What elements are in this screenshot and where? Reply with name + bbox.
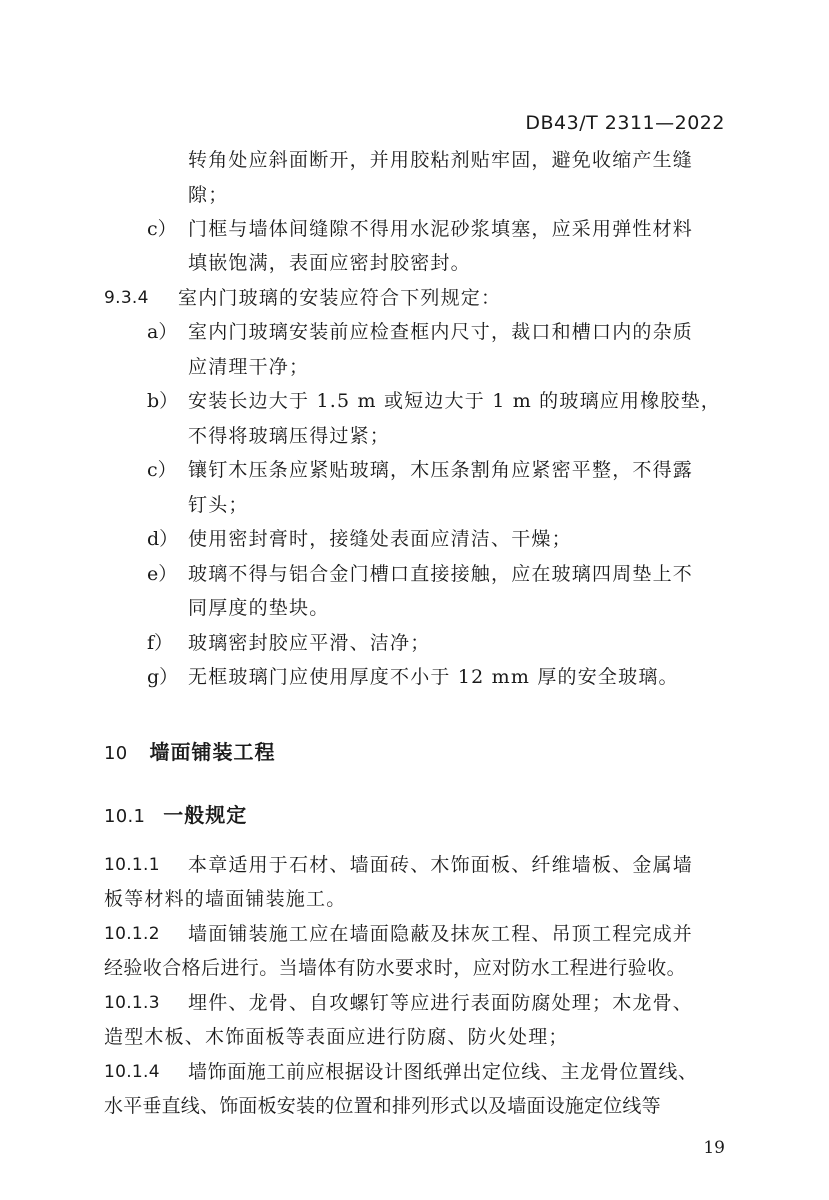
clause-number-9-3-4: 9.3.4 (104, 288, 149, 308)
item-e-line-2: 同厚度的垫块。 (188, 597, 330, 619)
chapter-heading (104, 742, 276, 763)
clause-10-1-2-line-1: 墙面铺装施工应在墙面隐蔽及抹灰工程、吊顶工程完成并 (188, 923, 694, 945)
item-a-line-1: 室内门玻璃安装前应检查框内尺寸，裁口和槽口内的杂质 (188, 321, 694, 343)
clause-number-10-1-4: 10.1.4 (104, 1062, 160, 1082)
clause-9-3-4-text: 室内门玻璃的安装应符合下列规定： (178, 287, 502, 309)
item-f-line-1: 玻璃密封胶应平滑、洁净； (188, 632, 431, 654)
clause-10-1-2-line-2: 经验收合格后进行。当墙体有防水要求时，应对防水工程进行验收。 (104, 957, 687, 979)
item-a-line-2: 应清理干净； (188, 356, 310, 378)
chapter-number: 10 (104, 743, 128, 764)
continuation-line-2: 隙； (188, 184, 229, 206)
clause-10-1-1-line-2: 板等材料的墙面铺装施工。 (104, 888, 347, 910)
continuation-line-1: 转角处应斜面断开，并用胶粘剂贴牢固，避免收缩产生缝 (188, 149, 694, 171)
item-label-g: g） (147, 666, 179, 688)
item-b-line-2: 不得将玻璃压得过紧； (188, 425, 391, 447)
section-heading (104, 805, 247, 826)
item-label-a: a） (147, 321, 178, 343)
item-label-c-prev: c） (147, 218, 177, 240)
clause-10-1-4-line-2: 水平垂直线、饰面板安装的位置和排列形式以及墙面设施定位线等 (104, 1095, 661, 1117)
item-c-prev-line-1: 门框与墙体间缝隙不得用水泥砂浆填塞，应采用弹性材料 (188, 218, 694, 240)
item-g-line-1: 无框玻璃门应使用厚度不小于 12 mm 厚的安全玻璃。 (188, 666, 679, 688)
item-e-line-1: 玻璃不得与铝合金门槽口直接接触，应在玻璃四周垫上不 (188, 563, 694, 585)
clause-number-10-1-2: 10.1.2 (104, 924, 160, 944)
clause-10-1-4-line-1: 墙饰面施工前应根据设计图纸弹出定位线、主龙骨位置线、 (188, 1061, 698, 1083)
section-number: 10.1 (104, 806, 146, 827)
clause-10-1-3-line-2: 造型木板、木饰面板等表面应进行防腐、防火处理； (104, 1026, 569, 1048)
item-c-line-2: 钉头； (188, 494, 249, 516)
item-label-c: c） (147, 459, 177, 481)
item-label-e: e） (147, 563, 178, 585)
standard-code: DB43/T 2311—2022 (525, 112, 725, 134)
item-label-b: b） (147, 390, 179, 412)
clause-10-1-3-line-1: 埋件、龙骨、自攻螺钉等应进行表面防腐处理；木龙骨、 (188, 992, 694, 1014)
section-title: 一般规定 (163, 803, 248, 827)
item-c-prev-line-2: 填嵌饱满，表面应密封胶密封。 (188, 252, 471, 274)
item-label-f: f） (147, 632, 174, 654)
clause-number-10-1-3: 10.1.3 (104, 993, 160, 1013)
chapter-title: 墙面铺装工程 (149, 740, 276, 764)
item-b-line-1: 安装长边大于 1.5 m 或短边大于 1 m 的玻璃应用橡胶垫， (188, 390, 721, 412)
item-c-line-1: 镶钉木压条应紧贴玻璃，木压条割角应紧密平整，不得露 (188, 459, 694, 481)
clause-number-10-1-1: 10.1.1 (104, 855, 160, 875)
item-label-d: d） (147, 528, 179, 550)
clause-10-1-1-line-1: 本章适用于石材、墙面砖、木饰面板、纤维墙板、金属墙 (188, 854, 694, 876)
page-number: 19 (703, 1138, 725, 1158)
item-d-line-1: 使用密封膏时，接缝处表面应清洁、干燥； (188, 528, 572, 550)
